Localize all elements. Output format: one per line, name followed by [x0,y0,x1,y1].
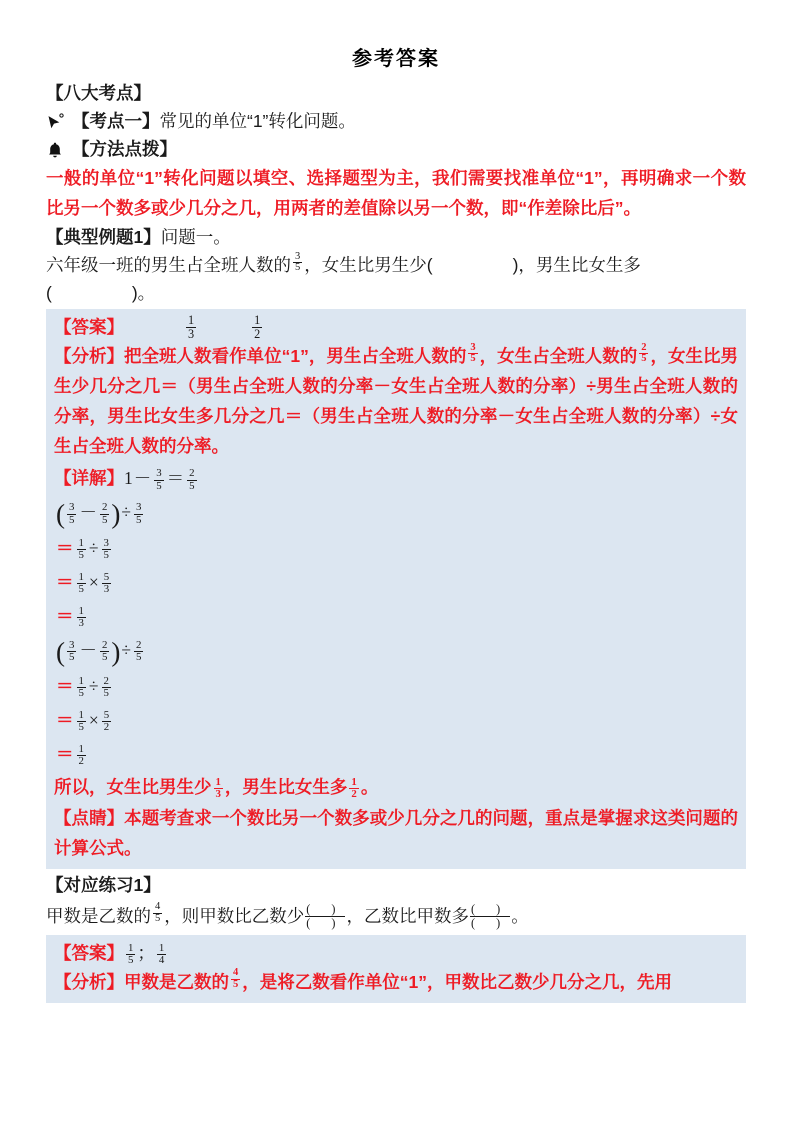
step2-frac-a: $\frac{3}{5}$ [69,501,75,526]
practice1-answer-label: 【答案】 [54,942,124,963]
cursor-pointer-icon [46,111,68,135]
step8-frac-left: $\frac{1}{5}$ [78,709,84,734]
example1-detail-step-8 [54,703,738,737]
step2-frac-right: $\frac{3}{5}$ [136,501,142,526]
step9-frac-left: $\frac{1}{2}$ [78,743,84,768]
example1-detail-step-4 [54,565,738,599]
example1-conclusion-c: 。 [360,776,379,797]
point-one-body: 常见的单位“1”转化问题。 [159,111,356,131]
point-one-row [46,107,746,135]
example1-question-part2: ，女生比男生少( [304,255,433,275]
example1-question-line2 [46,279,746,307]
step9-equals: ＝ [56,743,74,764]
practice1-analysis-text-b: ，是将乙数看作单位“1”，甲数比乙数少几分之几，先用 [242,971,672,992]
practice1-analysis-label: 【分析】 [54,971,124,992]
example1-question-part3: )，男生比女生多 [512,255,641,275]
example1-analysis-text-b: ，女生占全班人数的 [479,346,638,366]
example1-detail-step-1 [54,461,738,495]
step8-equals: ＝ [56,709,74,730]
step4-frac-right: $\frac{5}{3}$ [103,571,110,596]
step1-op: － [133,468,152,488]
step2-divide: ÷ [121,502,132,522]
example1-detail-step-9 [54,737,738,771]
example1-conclusion-frac-b: $\frac{1}{2}$ [351,776,357,801]
example1-question-fraction: $\frac{3}{5}$ [295,250,301,274]
example1-insight-label: 【点睛】 [54,807,125,828]
example1-answer-row [54,313,738,341]
example1-insight-text: 本题考查求一个数比另一个数多或少几分之几的问题，重点是掌握求这类问题的计算公式。 [54,807,739,858]
practice1-blank-fraction-2[interactable]: $\frac{( )}{( )}$ [470,902,510,931]
example1-question-part1: 六年级一班的男生占全班人数的 [46,255,291,275]
example1-conclusion [54,771,738,803]
example1-label: 【典型例题1】 [46,227,161,247]
practice1-question-fraction: $\frac{4}{5}$ [155,901,161,925]
example1-heading [46,223,746,251]
example1-answer-value-2: $\frac{1}{2}$ [254,313,261,342]
step7-op: ÷ [88,675,99,696]
step4-frac-left: $\frac{1}{5}$ [78,571,84,596]
step7-frac-left: $\frac{1}{5}$ [78,675,84,700]
example1-answer-label: 【答案】 [54,317,124,337]
practice1-question [46,899,746,933]
step6-paren-close: ) [111,636,121,667]
practice1-question-d: 。 [511,905,529,926]
example1-conclusion-frac-a: $\frac{1}{3}$ [215,776,221,801]
step1-frac-right: $\frac{2}{5}$ [189,467,195,492]
step4-equals: ＝ [56,571,74,592]
example1-question-line1 [46,251,746,279]
step6-frac-b: $\frac{2}{5}$ [101,639,108,664]
example1-detail-step-5 [54,599,738,633]
step5-frac-left: $\frac{1}{3}$ [78,605,84,630]
example1-answer-value-1: $\frac{1}{3}$ [188,313,195,342]
example1-analysis-fraction-a: $\frac{3}{5}$ [470,341,476,365]
eight-points-heading: 【八大考点】 [46,83,151,103]
step2-paren-close: ) [111,498,121,529]
step6-divide: ÷ [121,639,132,660]
point-one-text [72,107,356,135]
step1-frac-left: $\frac{3}{5}$ [156,467,162,492]
step3-frac-left: $\frac{1}{5}$ [78,537,84,562]
step6-frac-right: $\frac{2}{5}$ [136,639,142,664]
example1-detail-step-6 [54,633,738,669]
practice1-solution-box [46,935,746,1003]
step6-paren-open: ( [56,636,66,667]
step3-frac-right: $\frac{3}{5}$ [103,537,109,562]
example1-detail-step-3 [54,531,738,565]
practice1-question-c: ，乙数比甲数多 [346,905,469,926]
bell-icon [46,139,68,163]
step2-paren-open: ( [56,498,66,529]
example1-analysis [54,341,738,461]
example1-analysis-text-c: ，女生比男生少几分之几＝（男生占全班人数的分率－女生占全班人数的分率）÷男生占全班人数的分率，男生比女生多几分之几＝（男生占全班人数的分率－女生占全班人数的分率）÷女生占全班人数的分率。 [54,346,739,456]
example1-conclusion-b: ，男生比女生多 [224,776,348,797]
practice1-question-a: 甲数是乙数的 [46,905,151,926]
step6-op: － [79,639,97,660]
example1-title: 问题一。 [160,227,231,247]
step5-equals: ＝ [56,605,74,626]
practice1-blank-fraction-1[interactable]: $\frac{( )}{( )}$ [306,902,345,931]
method-tips-row [46,135,746,163]
example1-question-part4: ( [46,283,52,303]
step7-equals: ＝ [56,675,74,696]
step1-prefix: 1 [124,468,133,488]
step2-frac-b: $\frac{2}{5}$ [101,501,108,526]
practice1-answer-row [54,939,738,967]
example1-conclusion-a: 所以，女生比男生少 [54,776,212,797]
step3-op: ÷ [88,537,99,558]
practice1-question-b: ，则甲数比乙数少 [164,905,305,926]
step2-op: － [79,502,97,522]
practice1-answer-separator: ； [137,942,155,963]
step8-op: × [88,709,99,730]
page-title: 参考答案 [352,48,440,70]
step7-frac-right: $\frac{2}{5}$ [103,675,109,700]
example1-detail-step-2 [54,495,738,531]
step6-frac-a: $\frac{3}{5}$ [69,639,75,664]
practice1-analysis [54,967,738,997]
method-tips-label: 【方法点拨】 [72,139,177,159]
practice1-analysis-text-a: 甲数是乙数的 [124,971,229,992]
example1-solution-box [46,309,746,869]
example1-analysis-label: 【分析】 [54,346,125,366]
step4-op: × [88,571,99,592]
document-body [0,79,792,1003]
step3-equals: ＝ [56,537,74,558]
practice1-heading: 【对应练习1】 [46,874,161,895]
practice1-answer-value-1: $\frac{1}{5}$ [128,942,134,967]
step8-frac-right: $\frac{5}{2}$ [103,709,110,734]
point-one-label: 【考点一】 [72,111,160,131]
example1-detail-step-7 [54,669,738,703]
example1-detail-label: 【详解】 [54,468,124,488]
example1-analysis-text-a: 把全班人数看作单位“1”，男生占全班人数的 [124,346,467,366]
example1-analysis-fraction-b: $\frac{2}{5}$ [641,341,647,365]
example1-question-part5: )。 [131,283,156,303]
practice1-analysis-fraction: $\frac{4}{5}$ [233,967,239,991]
practice1-answer-value-2: $\frac{1}{4}$ [158,942,165,967]
step1-equals: ＝ [166,468,185,488]
method-tips-paragraph: 一般的单位“1”转化问题以填空、选择题型为主，我们需要找准单位“1”，再明确求一个数比另一个数多或少几分之几，用两者的差值除以另一个数，即“作差除比后”。 [46,168,746,218]
example1-insight [54,803,738,863]
